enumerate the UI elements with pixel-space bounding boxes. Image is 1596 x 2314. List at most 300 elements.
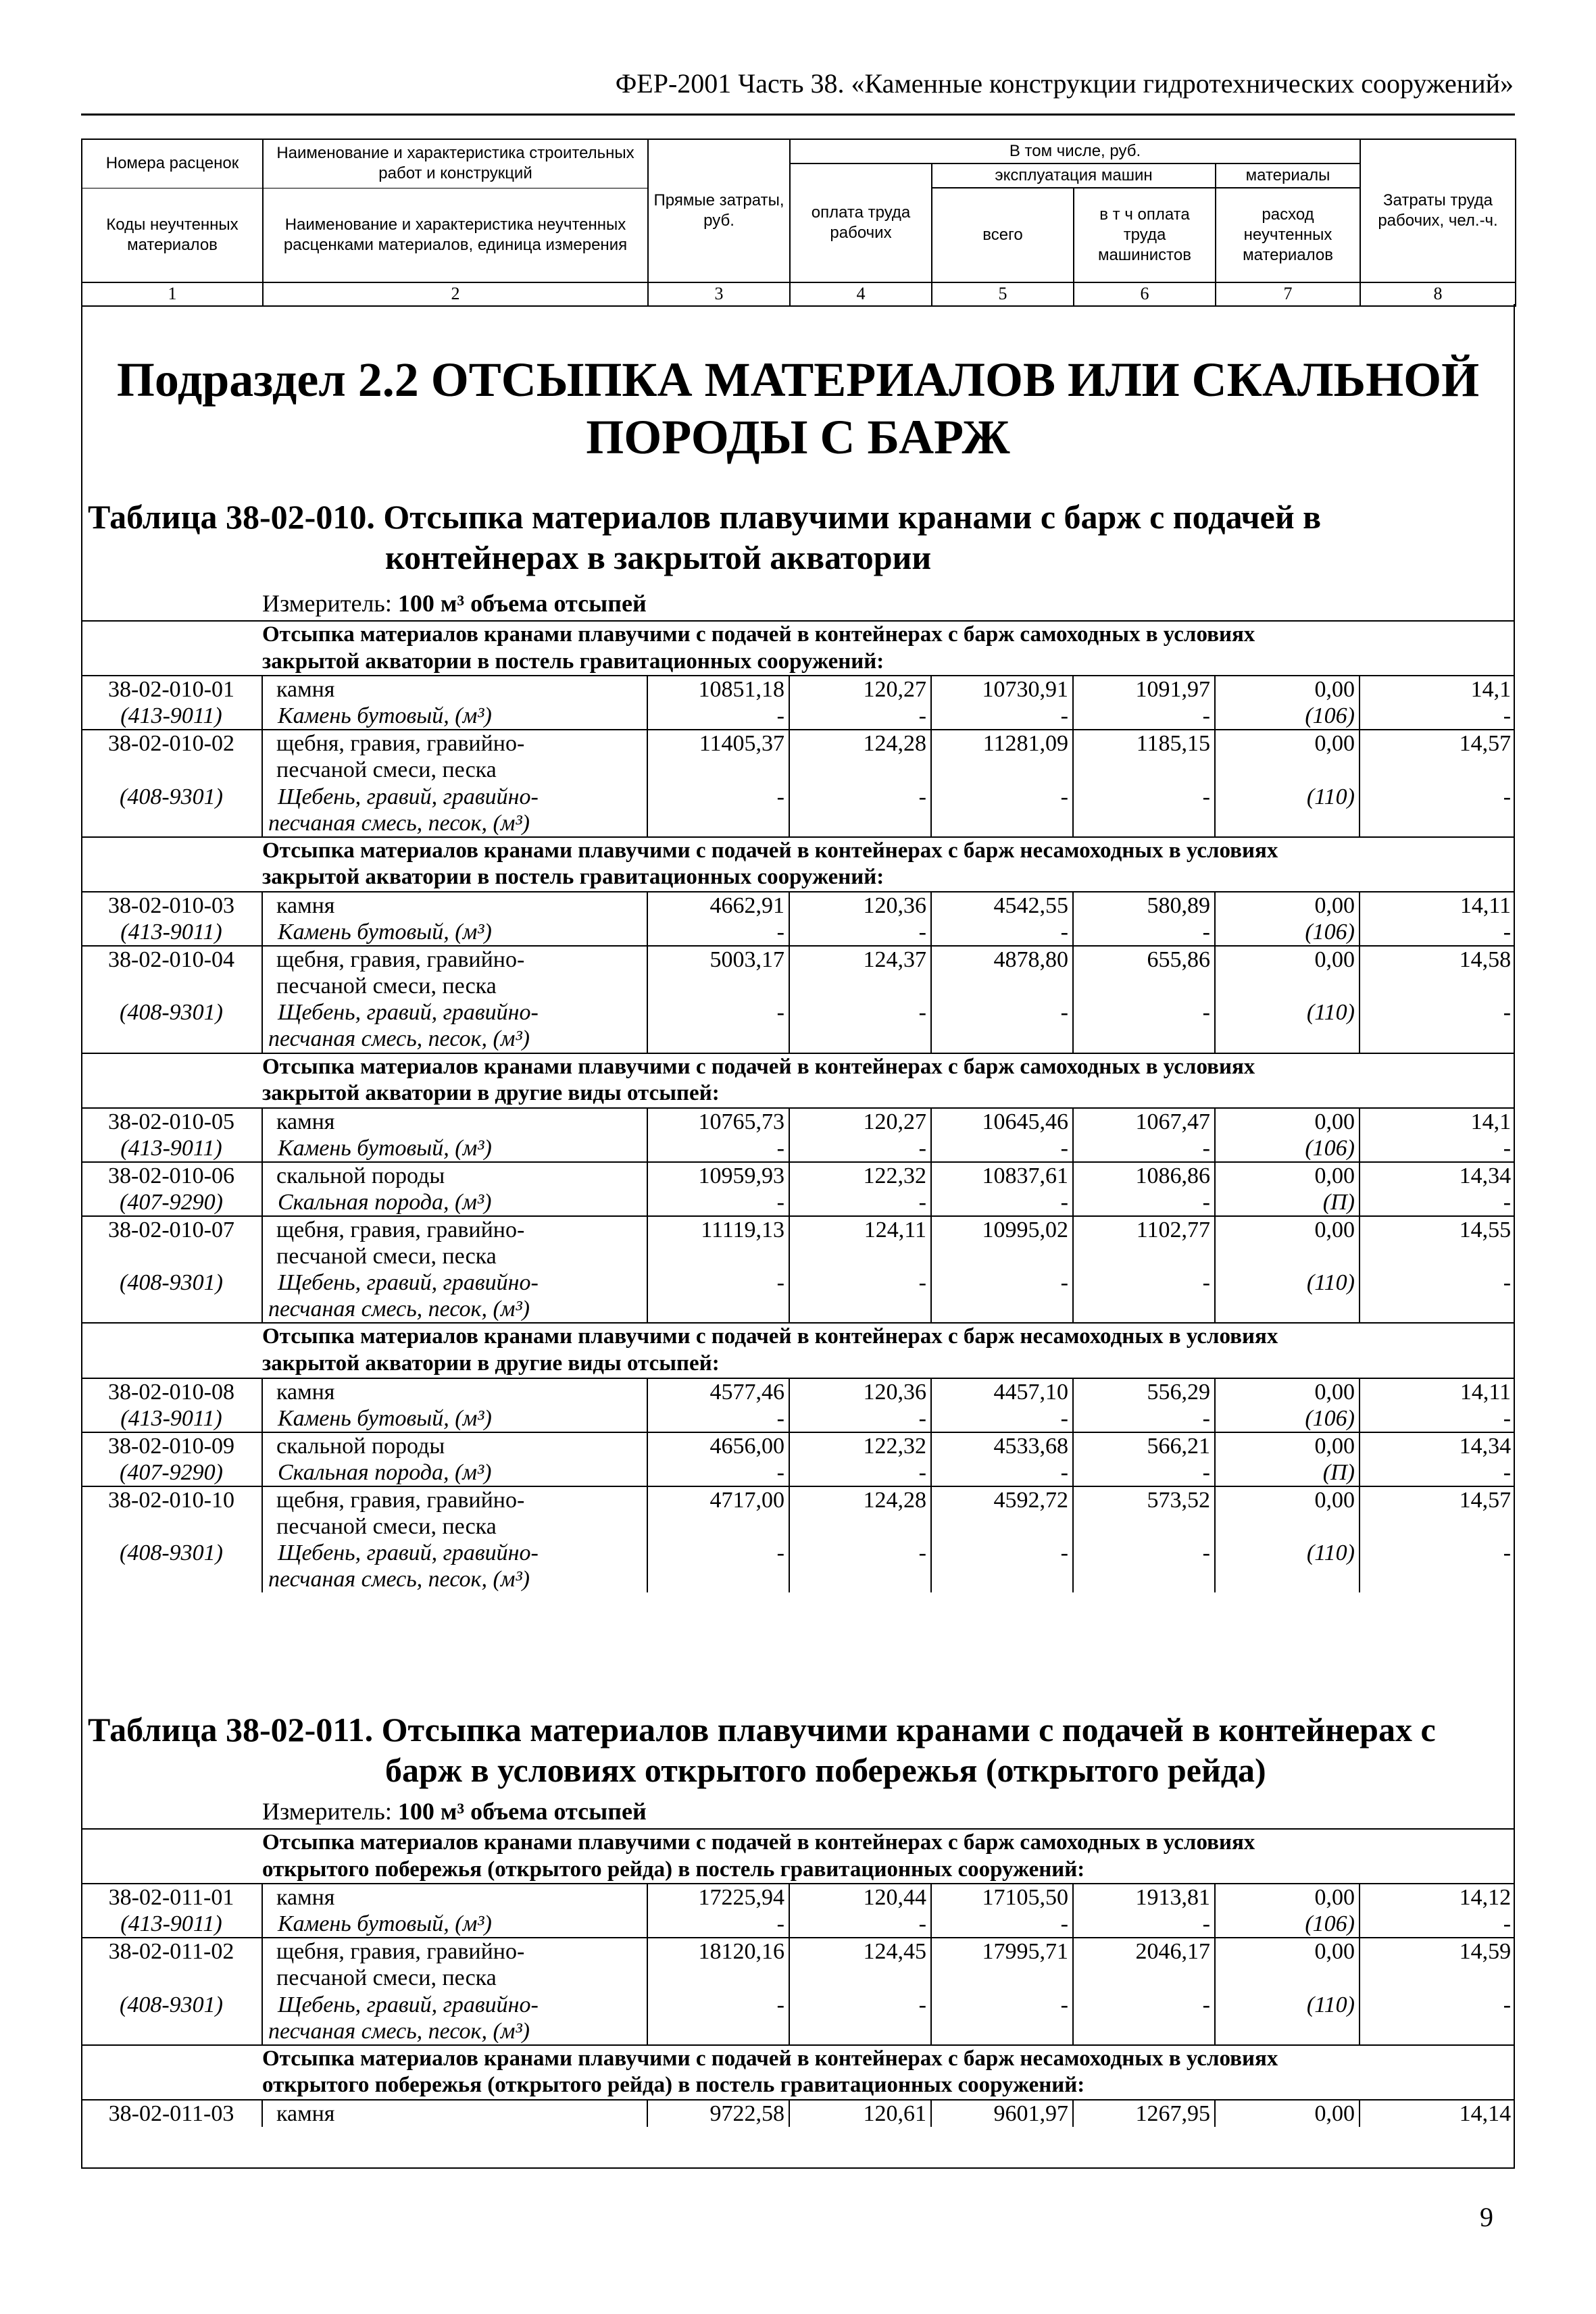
table2-title-line2: барж в условиях открытого побережья (открытого рейда) xyxy=(385,1751,1266,1789)
work-name-line2: песчаной смеси, песка xyxy=(276,757,497,783)
material-name xyxy=(262,784,647,837)
material-quantity: (110) xyxy=(1215,1540,1360,1592)
material-name-line2: песчаная смесь, песок, (м³) xyxy=(268,1026,530,1052)
materials-cost: 0,00 xyxy=(1215,1884,1360,1911)
machines-total: 4533,68 xyxy=(931,1432,1073,1459)
worker-pay: 124,28 xyxy=(789,730,931,783)
dash-cell: - xyxy=(789,1405,931,1432)
material-name xyxy=(262,1911,647,1938)
machines-total: 4878,80 xyxy=(931,946,1073,999)
worker-pay: 120,61 xyxy=(789,2100,931,2127)
col-number: 5 xyxy=(932,282,1074,306)
rate-row xyxy=(81,676,1515,703)
labor-hours: 14,34 xyxy=(1360,1432,1515,1459)
group-header-row xyxy=(81,621,1515,676)
material-quantity: (П) xyxy=(1215,1459,1360,1486)
dash-cell: - xyxy=(931,1911,1073,1938)
dash-cell: - xyxy=(1503,1000,1512,1026)
direct-cost: 9722,58 xyxy=(647,2100,789,2127)
work-name xyxy=(262,1162,647,1189)
materials-cost: 0,00 xyxy=(1215,1216,1360,1269)
worker-pay: 120,36 xyxy=(789,1378,931,1405)
material-row xyxy=(81,1992,1515,2045)
dash-cell: - xyxy=(647,1189,789,1216)
work-name-line1: камня xyxy=(276,1109,335,1134)
measure-value: 100 м³ объема отсыпей xyxy=(397,590,647,617)
worker-pay: 124,37 xyxy=(789,946,931,999)
col2-bottom: Наименование и характеристика неучтенных расценками материалов, единица измерения xyxy=(263,188,648,282)
machines-total: 17995,71 xyxy=(931,1938,1073,1991)
work-name xyxy=(262,1216,647,1269)
work-name-line1: скальной породы xyxy=(276,1163,445,1188)
work-name-line1: щебня, гравия, гравийно- xyxy=(276,731,525,757)
rate-row xyxy=(81,1486,1515,1540)
direct-cost: 5003,17 xyxy=(647,946,789,999)
page-number: 9 xyxy=(1480,2202,1493,2232)
material-code: (413-9011) xyxy=(81,703,262,730)
material-quantity: (106) xyxy=(1215,919,1360,946)
labor-hours: 14,11 xyxy=(1360,892,1515,919)
rate-code: 38-02-011-01 xyxy=(81,1884,262,1911)
work-name-line2: песчаной смеси, песка xyxy=(276,1514,497,1540)
dash-cell: - xyxy=(931,1135,1073,1162)
machinist-pay: 566,21 xyxy=(1073,1432,1215,1459)
group-title-line2: закрытой акватории в постель гравитационных сооружений: xyxy=(262,865,884,890)
rate-row xyxy=(81,1378,1515,1405)
dash-cell: - xyxy=(1073,1405,1215,1432)
material-code: (413-9011) xyxy=(81,1911,262,1938)
material-name xyxy=(262,703,647,730)
dash-cell: - xyxy=(647,784,789,837)
dash-cell: - xyxy=(1503,1135,1512,1161)
material-row xyxy=(81,1911,1515,1938)
dash-cell: - xyxy=(931,999,1073,1053)
measure-prefix: Измеритель: xyxy=(262,1798,398,1825)
material-quantity: (106) xyxy=(1215,703,1360,730)
direct-cost: 11119,13 xyxy=(647,1216,789,1269)
material-code: (413-9011) xyxy=(81,919,262,946)
labor-hours: 14,57 xyxy=(1360,1486,1515,1540)
material-code: (408-9301) xyxy=(81,1269,262,1323)
machines-total: 10645,46 xyxy=(931,1108,1073,1135)
group-header-row xyxy=(81,2045,1515,2100)
table2-title xyxy=(88,1709,1436,1790)
dash-cell: - xyxy=(1503,703,1512,729)
col-number: 7 xyxy=(1216,282,1360,306)
dash-cell: - xyxy=(789,1135,931,1162)
worker-pay: 120,44 xyxy=(789,1884,931,1911)
group-title-line1: Отсыпка материалов кранами плавучими с подачей в контейнерах с барж несамоходных в условиях xyxy=(262,1324,1278,1349)
measure-value: 100 м³ объема отсыпей xyxy=(397,1798,647,1825)
group-title xyxy=(81,621,1515,676)
rate-code: 38-02-010-10 xyxy=(81,1486,262,1540)
material-code: (407-9290) xyxy=(81,1459,262,1486)
dash-cell: - xyxy=(931,1405,1073,1432)
material-name-line1: Камень бутовый, (м³) xyxy=(278,1135,492,1161)
dash-cell: - xyxy=(1073,1135,1215,1162)
direct-cost: 10765,73 xyxy=(647,1108,789,1135)
dash-cell: - xyxy=(1503,1189,1512,1215)
work-name-line1: скальной породы xyxy=(276,1433,445,1459)
machines-total: 10837,61 xyxy=(931,1162,1073,1189)
material-row xyxy=(81,1189,1515,1216)
work-name xyxy=(262,2100,647,2127)
machinist-pay: 1091,97 xyxy=(1073,676,1215,703)
direct-cost: 10851,18 xyxy=(647,676,789,703)
group-title-line2: открытого побережья (открытого рейда) в постель гравитационных сооружений: xyxy=(262,1857,1085,1882)
worker-pay: 120,27 xyxy=(789,1108,931,1135)
worker-pay: 122,32 xyxy=(789,1162,931,1189)
material-code: (408-9301) xyxy=(81,1540,262,1592)
work-name-line1: щебня, гравия, гравийно- xyxy=(276,947,525,973)
material-name xyxy=(262,1269,647,1323)
material-quantity: (110) xyxy=(1215,784,1360,837)
dash-cell: - xyxy=(789,1992,931,2045)
labor-hours: 14,1 xyxy=(1360,676,1515,703)
dash-cell: - xyxy=(789,1540,931,1592)
dash-cell: - xyxy=(1073,1269,1215,1323)
material-name-line2: песчаная смесь, песок, (м³) xyxy=(268,1297,530,1322)
labor-hours: 14,11 xyxy=(1360,1378,1515,1405)
work-name-line1: камня xyxy=(276,892,335,918)
material-name xyxy=(262,919,647,946)
material-quantity: (110) xyxy=(1215,1992,1360,2045)
work-name-line1: камня xyxy=(276,677,335,703)
dash-cell: - xyxy=(647,1405,789,1432)
dash-cell: - xyxy=(1073,919,1215,946)
work-name-line1: камня xyxy=(276,1379,335,1405)
dash-cell: - xyxy=(1503,920,1512,945)
rate-row xyxy=(81,892,1515,919)
material-code: (408-9301) xyxy=(81,999,262,1053)
col-number: 6 xyxy=(1074,282,1216,306)
rate-row xyxy=(81,1432,1515,1459)
group-title-line2: закрытой акватории в другие виды отсыпей: xyxy=(262,1081,720,1106)
dash-cell: - xyxy=(1073,1459,1215,1486)
material-quantity: (106) xyxy=(1215,1911,1360,1938)
dash-cell: - xyxy=(1073,999,1215,1053)
dash-cell: - xyxy=(931,1459,1073,1486)
work-name xyxy=(262,892,647,919)
material-name xyxy=(262,1540,647,1592)
dash-cell: - xyxy=(931,703,1073,730)
material-quantity: (106) xyxy=(1215,1405,1360,1432)
rate-code: 38-02-011-03 xyxy=(81,2100,262,2127)
material-row xyxy=(81,919,1515,946)
machines-total: 17105,50 xyxy=(931,1884,1073,1911)
group-title-line1: Отсыпка материалов кранами плавучими с подачей в контейнерах с барж несамоходных в условиях xyxy=(262,2046,1278,2071)
group-title xyxy=(81,1323,1515,1378)
group-title xyxy=(81,2045,1515,2100)
group-incl-header: В том числе, руб. xyxy=(790,139,1360,164)
material-code: (407-9290) xyxy=(81,1189,262,1216)
rate-row xyxy=(81,1216,1515,1269)
machinist-pay: 2046,17 xyxy=(1073,1938,1215,1991)
dash-cell: - xyxy=(931,1269,1073,1323)
header-rule xyxy=(81,114,1515,116)
work-name-line2: песчаной смеси, песка xyxy=(276,974,497,999)
material-row xyxy=(81,703,1515,730)
material-name-line2: песчаная смесь, песок, (м³) xyxy=(268,810,530,836)
rates-table-1 xyxy=(81,620,1515,1592)
material-name-line1: Щебень, гравий, гравийно- xyxy=(278,1540,539,1566)
rates-table-2 xyxy=(81,1828,1515,2127)
dash-cell: - xyxy=(931,1992,1073,2045)
material-name-line1: Камень бутовый, (м³) xyxy=(278,703,492,729)
material-name xyxy=(262,1189,647,1216)
material-name xyxy=(262,1405,647,1432)
direct-cost: 18120,16 xyxy=(647,1938,789,1991)
labor-hours: 14,59 xyxy=(1360,1938,1515,1991)
rate-code: 38-02-010-04 xyxy=(81,946,262,999)
group-header-row xyxy=(81,1829,1515,1884)
machinist-pay: 556,29 xyxy=(1073,1378,1215,1405)
machines-total: 9601,97 xyxy=(931,2100,1073,2127)
col1-bottom: Коды неучтенных материалов xyxy=(82,188,263,282)
materials-cost: 0,00 xyxy=(1215,1108,1360,1135)
labor-hours: 14,34 xyxy=(1360,1162,1515,1189)
material-name xyxy=(262,1459,647,1486)
machinist-pay: 580,89 xyxy=(1073,892,1215,919)
materials-cost: 0,00 xyxy=(1215,1486,1360,1540)
material-name-line2: песчаная смесь, песок, (м³) xyxy=(268,1567,530,1592)
dash-cell: - xyxy=(1073,1189,1215,1216)
material-code: (413-9011) xyxy=(81,1405,262,1432)
dash-cell: - xyxy=(647,1269,789,1323)
machines-total: 4542,55 xyxy=(931,892,1073,919)
dash-cell: - xyxy=(789,999,931,1053)
col5-header: всего xyxy=(932,188,1074,282)
dash-cell: - xyxy=(931,784,1073,837)
running-header: ФЕР-2001 Часть 38. «Каменные конструкции гидротехнических сооружений» xyxy=(615,68,1514,99)
direct-cost: 10959,93 xyxy=(647,1162,789,1189)
rate-row xyxy=(81,1938,1515,1991)
col-number: 4 xyxy=(790,282,932,306)
table1-measure xyxy=(262,589,647,618)
machinist-pay: 573,52 xyxy=(1073,1486,1215,1540)
col-number: 1 xyxy=(82,282,263,306)
direct-cost: 17225,94 xyxy=(647,1884,789,1911)
work-name-line1: камня xyxy=(276,2101,335,2126)
material-name xyxy=(262,1992,647,2045)
work-name xyxy=(262,1938,647,1991)
col3-header: Прямые затраты, руб. xyxy=(648,139,790,282)
material-name-line1: Камень бутовый, (м³) xyxy=(278,1911,492,1937)
materials-cost: 0,00 xyxy=(1215,892,1360,919)
group-machines-header: эксплуатация машин xyxy=(932,164,1216,188)
table1-title xyxy=(88,497,1321,578)
rate-row xyxy=(81,1108,1515,1135)
material-name-line1: Щебень, гравий, гравийно- xyxy=(278,1000,539,1026)
group-header-row xyxy=(81,1053,1515,1108)
work-name xyxy=(262,676,647,703)
machinist-pay: 1086,86 xyxy=(1073,1162,1215,1189)
rate-code: 38-02-011-02 xyxy=(81,1938,262,1991)
group-title-line1: Отсыпка материалов кранами плавучими с подачей в контейнерах с барж самоходных в условиях xyxy=(262,1054,1255,1079)
rate-code: 38-02-010-09 xyxy=(81,1432,262,1459)
worker-pay: 124,28 xyxy=(789,1486,931,1540)
group-title-line1: Отсыпка материалов кранами плавучими с подачей в контейнерах с барж самоходных в условиях xyxy=(262,1830,1255,1855)
material-code: (408-9301) xyxy=(81,784,262,837)
machines-total: 10995,02 xyxy=(931,1216,1073,1269)
col-number: 3 xyxy=(648,282,790,306)
rate-row xyxy=(81,1162,1515,1189)
dash-cell: - xyxy=(789,703,931,730)
rate-code: 38-02-010-07 xyxy=(81,1216,262,1269)
work-name xyxy=(262,1884,647,1911)
group-materials-header: материалы xyxy=(1216,164,1360,188)
materials-cost: 0,00 xyxy=(1215,946,1360,999)
material-name xyxy=(262,1135,647,1162)
dash-cell: - xyxy=(1503,1540,1512,1566)
material-row xyxy=(81,1405,1515,1432)
col6-header: в т ч оплата труда машинистов xyxy=(1074,188,1216,282)
rate-code: 38-02-010-02 xyxy=(81,730,262,783)
dash-cell: - xyxy=(1073,1911,1215,1938)
materials-cost: 0,00 xyxy=(1215,1378,1360,1405)
material-quantity: (П) xyxy=(1215,1189,1360,1216)
dash-cell: - xyxy=(931,919,1073,946)
machinist-pay: 1067,47 xyxy=(1073,1108,1215,1135)
dash-cell: - xyxy=(931,1189,1073,1216)
subsection-title: Подраздел 2.2 ОТСЫПКА МАТЕРИАЛОВ ИЛИ СКАЛЬНОЙ ПОРОДЫ С БАРЖ xyxy=(116,353,1480,464)
worker-pay: 124,45 xyxy=(789,1938,931,1991)
dash-cell: - xyxy=(789,1269,931,1323)
machinist-pay: 1102,77 xyxy=(1073,1216,1215,1269)
work-name xyxy=(262,1378,647,1405)
material-row xyxy=(81,1540,1515,1592)
dash-cell: - xyxy=(1503,1911,1512,1937)
work-name-line2: песчаной смеси, песка xyxy=(276,1244,497,1269)
worker-pay: 124,11 xyxy=(789,1216,931,1269)
rate-code: 38-02-010-01 xyxy=(81,676,262,703)
material-code: (413-9011) xyxy=(81,1135,262,1162)
direct-cost: 4656,00 xyxy=(647,1432,789,1459)
worker-pay: 120,27 xyxy=(789,676,931,703)
dash-cell: - xyxy=(647,1911,789,1938)
dash-cell: - xyxy=(789,1459,931,1486)
dash-cell: - xyxy=(647,1135,789,1162)
col4-header: оплата труда рабочих xyxy=(790,164,932,282)
group-title xyxy=(81,1829,1515,1884)
direct-cost: 11405,37 xyxy=(647,730,789,783)
material-name-line1: Щебень, гравий, гравийно- xyxy=(278,784,539,809)
materials-cost: 0,00 xyxy=(1215,676,1360,703)
table1-title-line1: Таблица 38-02-010. Отсыпка материалов плавучими кранами с барж с подачей в xyxy=(88,498,1322,536)
materials-cost: 0,00 xyxy=(1215,1162,1360,1189)
col2-top: Наименование и характеристика строительных работ и конструкций xyxy=(263,139,648,188)
dash-cell: - xyxy=(647,703,789,730)
material-name-line1: Щебень, гравий, гравийно- xyxy=(278,1270,539,1296)
materials-cost: 0,00 xyxy=(1215,1938,1360,1991)
dash-cell: - xyxy=(931,1540,1073,1592)
labor-hours: 14,14 xyxy=(1360,2100,1515,2127)
group-title-line2: закрытой акватории в другие виды отсыпей: xyxy=(262,1351,720,1376)
machinist-pay: 1267,95 xyxy=(1073,2100,1215,2127)
dash-cell: - xyxy=(1503,1270,1512,1296)
materials-cost: 0,00 xyxy=(1215,730,1360,783)
dash-cell: - xyxy=(1073,784,1215,837)
dash-cell: - xyxy=(1073,1540,1215,1592)
material-row xyxy=(81,1459,1515,1486)
direct-cost: 4717,00 xyxy=(647,1486,789,1540)
group-title-line1: Отсыпка материалов кранами плавучими с подачей в контейнерах с барж самоходных в условиях xyxy=(262,622,1255,647)
materials-cost: 0,00 xyxy=(1215,1432,1360,1459)
group-header-row xyxy=(81,1323,1515,1378)
group-title-line2: открытого побережья (открытого рейда) в постель гравитационных сооружений: xyxy=(262,2073,1085,2098)
dash-cell: - xyxy=(1503,1405,1512,1431)
rate-code: 38-02-010-03 xyxy=(81,892,262,919)
rate-row xyxy=(81,2100,1515,2127)
machinist-pay: 1913,81 xyxy=(1073,1884,1215,1911)
machinist-pay: 655,86 xyxy=(1073,946,1215,999)
material-name-line1: Камень бутовый, (м³) xyxy=(278,1405,492,1431)
work-name-line1: щебня, гравия, гравийно- xyxy=(276,1488,525,1513)
table2-measure xyxy=(262,1797,647,1826)
work-name xyxy=(262,946,647,999)
material-quantity: (106) xyxy=(1215,1135,1360,1162)
material-quantity: (110) xyxy=(1215,999,1360,1053)
direct-cost: 4577,46 xyxy=(647,1378,789,1405)
dash-cell: - xyxy=(1073,1992,1215,2045)
material-quantity: (110) xyxy=(1215,1269,1360,1323)
col-number: 8 xyxy=(1360,282,1516,306)
table1-title-line2: контейнерах в закрытой акватории xyxy=(385,538,932,576)
material-row xyxy=(81,1269,1515,1323)
material-name-line1: Щебень, гравий, гравийно- xyxy=(278,1992,539,2017)
dash-cell: - xyxy=(1503,784,1512,809)
materials-cost: 0,00 xyxy=(1215,2100,1360,2127)
table2-title-line1: Таблица 38-02-011. Отсыпка материалов плавучими кранами с подачей в контейнерах с xyxy=(88,1711,1436,1749)
work-name xyxy=(262,1108,647,1135)
dash-cell: - xyxy=(789,1189,931,1216)
dash-cell: - xyxy=(789,1911,931,1938)
labor-hours: 14,55 xyxy=(1360,1216,1515,1269)
dash-cell: - xyxy=(1503,1992,1512,2017)
dash-cell: - xyxy=(789,784,931,837)
group-title-line2: закрытой акватории в постель гравитационных сооружений: xyxy=(262,649,884,674)
worker-pay: 120,36 xyxy=(789,892,931,919)
dash-cell: - xyxy=(1073,703,1215,730)
group-header-row xyxy=(81,837,1515,892)
work-name xyxy=(262,1486,647,1540)
machines-total: 10730,91 xyxy=(931,676,1073,703)
group-title-line1: Отсыпка материалов кранами плавучими с подачей в контейнерах с барж несамоходных в условиях xyxy=(262,838,1278,863)
material-name xyxy=(262,999,647,1053)
group-title xyxy=(81,837,1515,892)
col-number: 2 xyxy=(263,282,648,306)
rate-row xyxy=(81,1884,1515,1911)
labor-hours: 14,12 xyxy=(1360,1884,1515,1911)
dash-cell: - xyxy=(647,1459,789,1486)
material-row xyxy=(81,1135,1515,1162)
col1-top: Номера расценок xyxy=(82,139,263,188)
labor-hours: 14,58 xyxy=(1360,946,1515,999)
work-name xyxy=(262,1432,647,1459)
work-name-line1: камня xyxy=(276,1885,335,1911)
measure-prefix: Измеритель: xyxy=(262,590,398,617)
worker-pay: 122,32 xyxy=(789,1432,931,1459)
material-code: (408-9301) xyxy=(81,1992,262,2045)
material-name-line1: Скальная порода, (м³) xyxy=(278,1189,492,1215)
machinist-pay: 1185,15 xyxy=(1073,730,1215,783)
material-name-line1: Камень бутовый, (м³) xyxy=(278,920,492,945)
column-header-table xyxy=(81,139,1516,307)
dash-cell: - xyxy=(789,919,931,946)
machines-total: 11281,09 xyxy=(931,730,1073,783)
work-name-line1: щебня, гравия, гравийно- xyxy=(276,1217,525,1243)
dash-cell: - xyxy=(647,1540,789,1592)
